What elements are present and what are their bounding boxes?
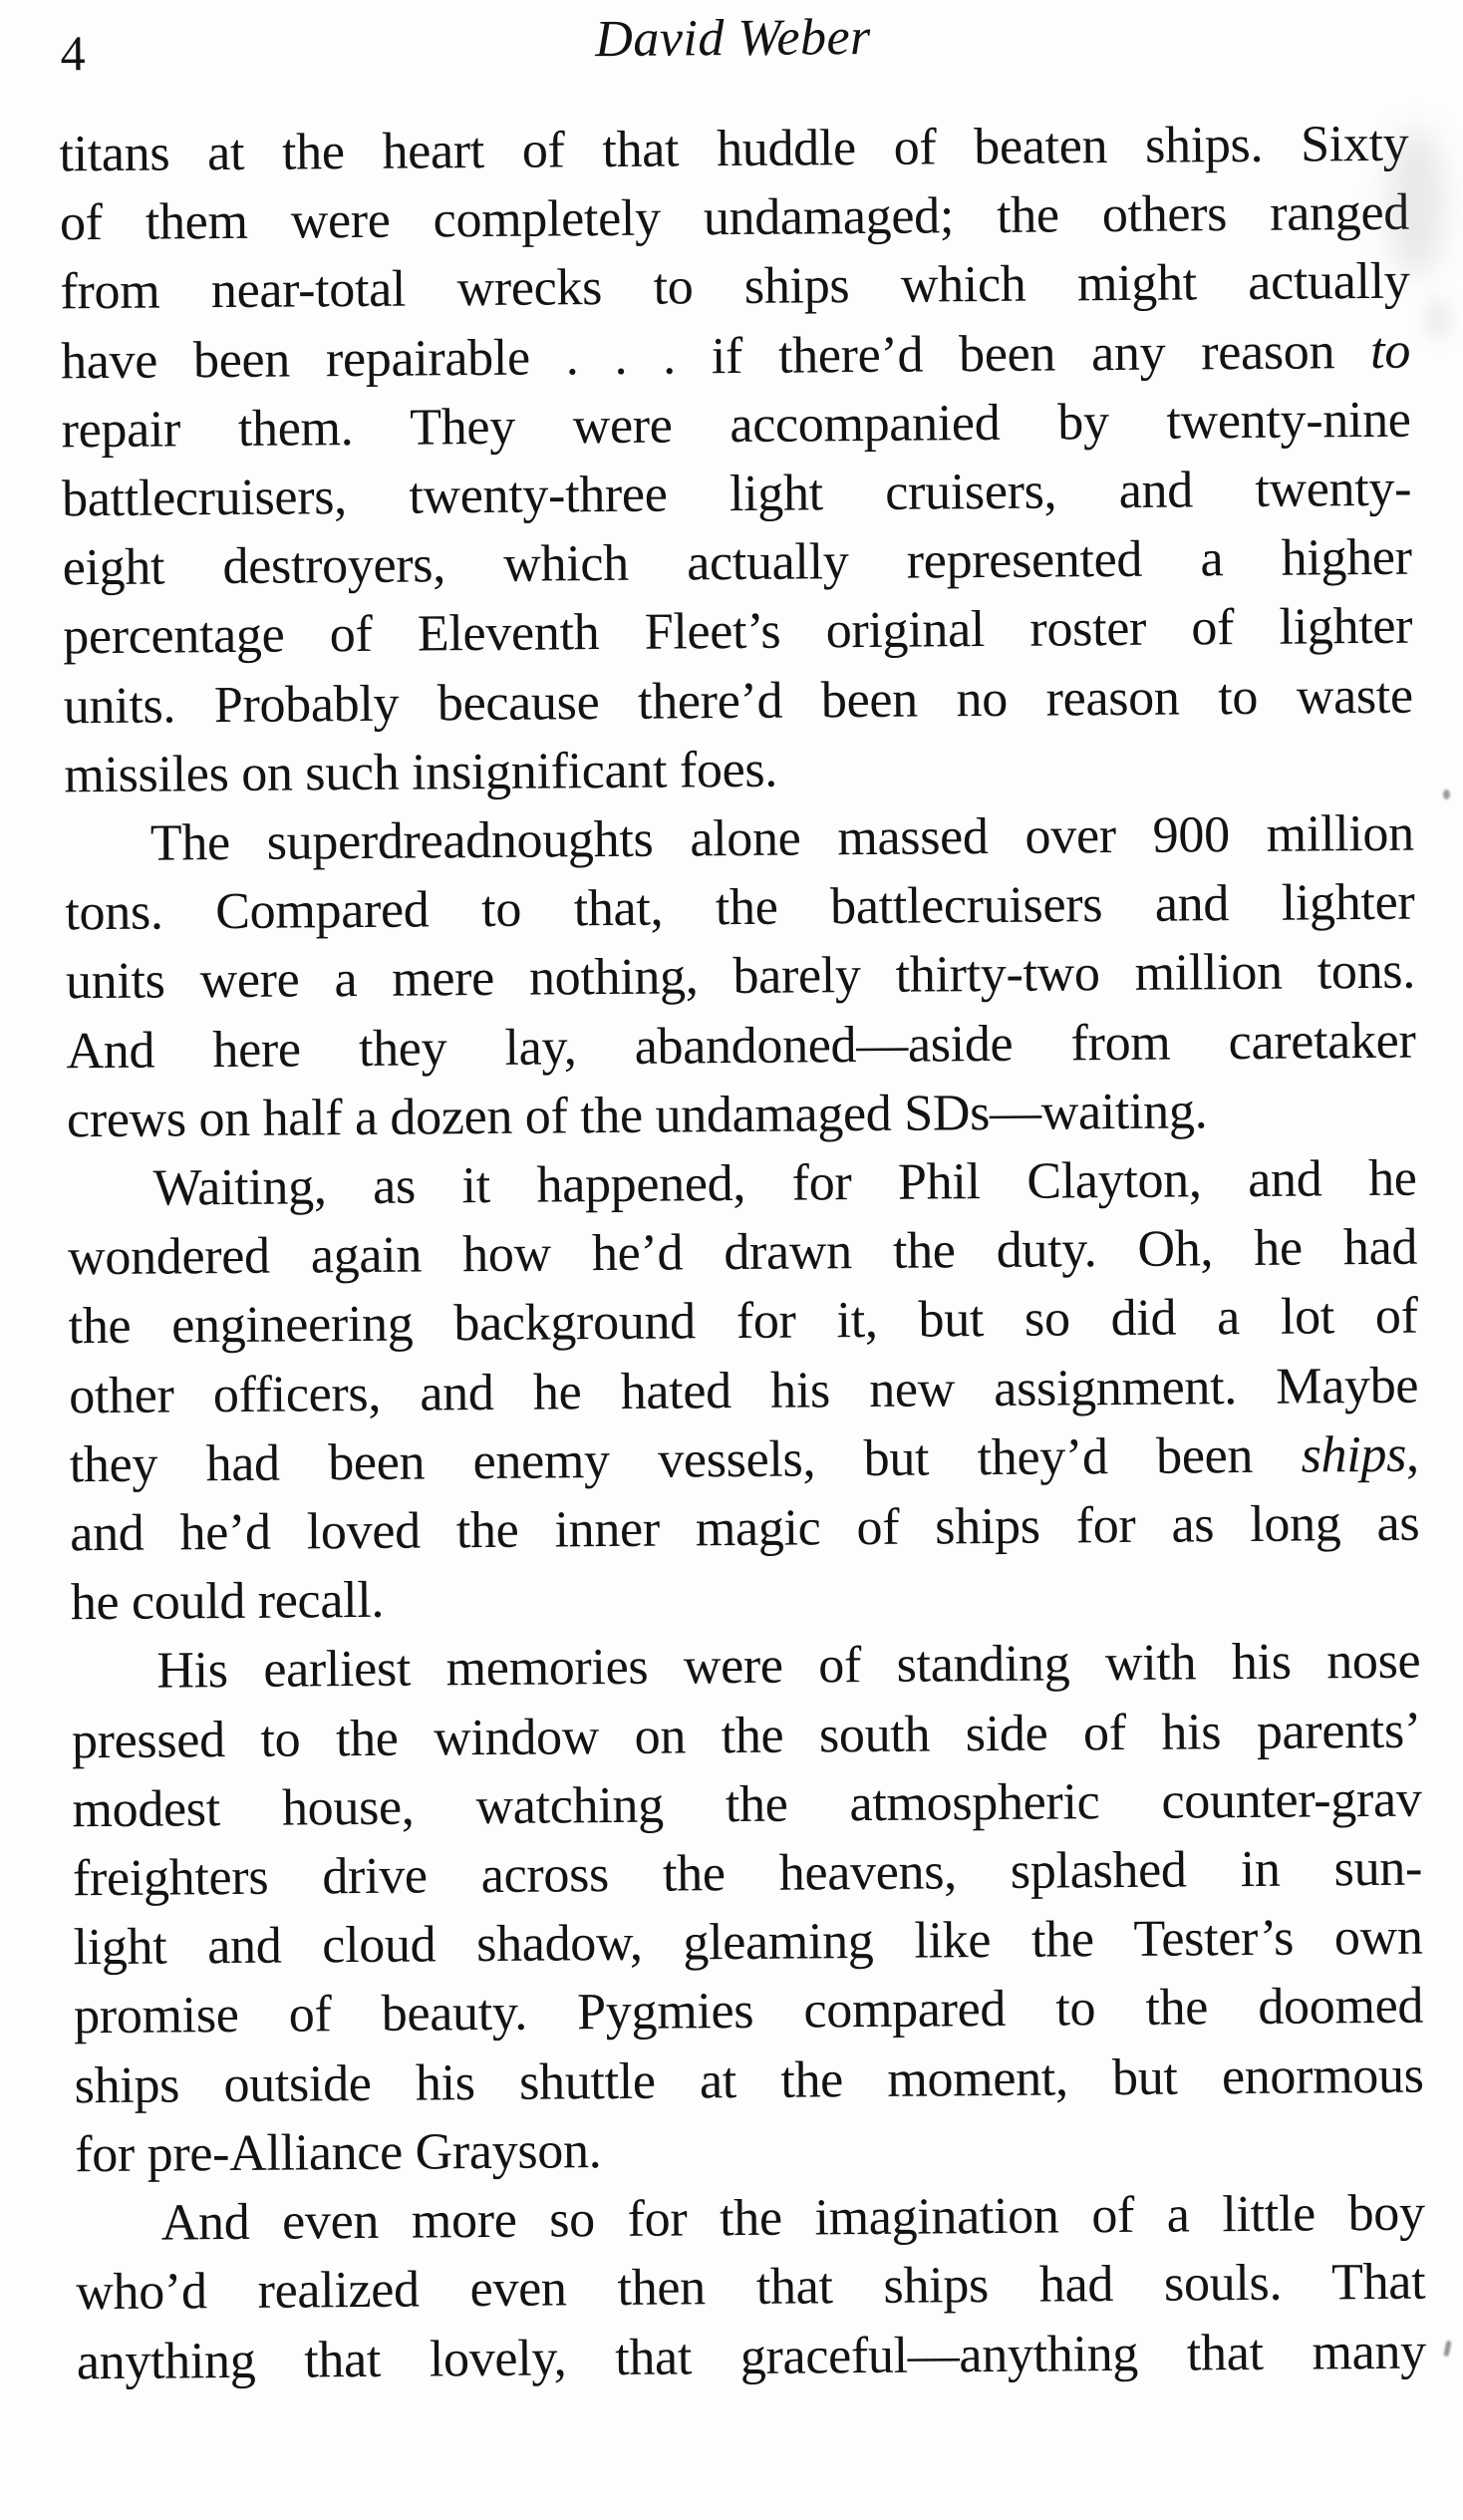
text-line: crews on half a dozen of the undamaged SDs—waiting. xyxy=(66,1083,1208,1149)
text-line: who’d realized even then that ships had souls. That xyxy=(76,2253,1426,2322)
text-line: wondered again how he’d drawn the duty. Oh, he had xyxy=(67,1218,1418,1287)
text-line: the engineering background for it, but so did a lot of xyxy=(68,1288,1418,1356)
paragraph xyxy=(67,1144,1420,1638)
text-line: Waiting, as it happened, for Phil Clayton, and he xyxy=(152,1149,1417,1217)
text-line: units. Probably because there’d been no reason to waste xyxy=(63,667,1413,735)
paragraph xyxy=(71,1627,1424,2189)
text-line: The superdreadnoughts alone massed over 900 million xyxy=(149,804,1415,872)
text-line: missiles on such insignificant foes. xyxy=(64,741,778,804)
text-line: repair them. They were accompanied by twenty-nine xyxy=(61,391,1411,460)
text-line: And here they lay, abandoned—aside from caretaker xyxy=(66,1012,1416,1080)
text-line: units were a mere nothing, barely thirty-two million tons. xyxy=(65,943,1416,1011)
text-line: And even more so for the imagination of a little boy xyxy=(160,2184,1425,2252)
text-line: eight destroyers, which actually represented a higher xyxy=(62,528,1412,597)
scan-artifact xyxy=(1425,299,1451,339)
paragraph xyxy=(65,799,1417,1155)
text-line: promise of beauty. Pygmies compared to the doomed xyxy=(73,1978,1424,2046)
text-line: anything that lovely, that graceful—anything that many xyxy=(76,2323,1427,2390)
paragraph xyxy=(59,110,1413,810)
text-line: percentage of Eleventh Fleet’s original roster of lighter xyxy=(63,598,1413,666)
body-text xyxy=(59,110,1426,2396)
text-line: of them were completely undamaged; the others ranged xyxy=(59,183,1410,252)
text-line: other officers, and he hated his new assignment. Maybe xyxy=(68,1357,1419,1424)
page-number: 4 xyxy=(60,25,86,82)
text-line: pressed to the window on the south side of his parents’ xyxy=(71,1702,1422,1769)
text-line: from near-total wrecks to ships which might actually xyxy=(60,253,1410,321)
scan-artifact xyxy=(1443,2341,1451,2358)
running-head: David Weber xyxy=(595,8,872,69)
text-line: he could recall. xyxy=(70,1572,385,1632)
text-line: modest house, watching the atmospheric counter-grav xyxy=(72,1770,1422,1839)
page-header xyxy=(58,8,1407,86)
text-line: have been repairable . . . if there’d been any reason to xyxy=(60,322,1411,390)
text-line: ships outside his shuttle at the moment, but enormous xyxy=(74,2047,1424,2114)
text-line: light and cloud shadow, gleaming like the Tester’s own xyxy=(73,1908,1423,1977)
text-line: they had been enemy vessels, but they’d been ships, xyxy=(69,1425,1419,1494)
text-line: and he’d loved the inner magic of ships for as long as xyxy=(70,1494,1420,1563)
text-line: battlecruisers, twenty-three light cruisers, and twenty- xyxy=(61,460,1412,528)
text-line: His earliest memories were of standing with his nose xyxy=(156,1633,1421,1701)
text-line: tons. Compared to that, the battlecruisers and lighter xyxy=(65,873,1415,942)
scan-artifact xyxy=(1443,789,1450,799)
paragraph xyxy=(75,2179,1426,2396)
text-line: titans at the heart of that huddle of beaten ships. Sixty xyxy=(59,115,1409,183)
text-line: for pre-Alliance Grayson. xyxy=(74,2122,602,2184)
text-line: freighters drive across the heavens, splashed in sun- xyxy=(72,1839,1423,1908)
page-content xyxy=(58,8,1427,2396)
